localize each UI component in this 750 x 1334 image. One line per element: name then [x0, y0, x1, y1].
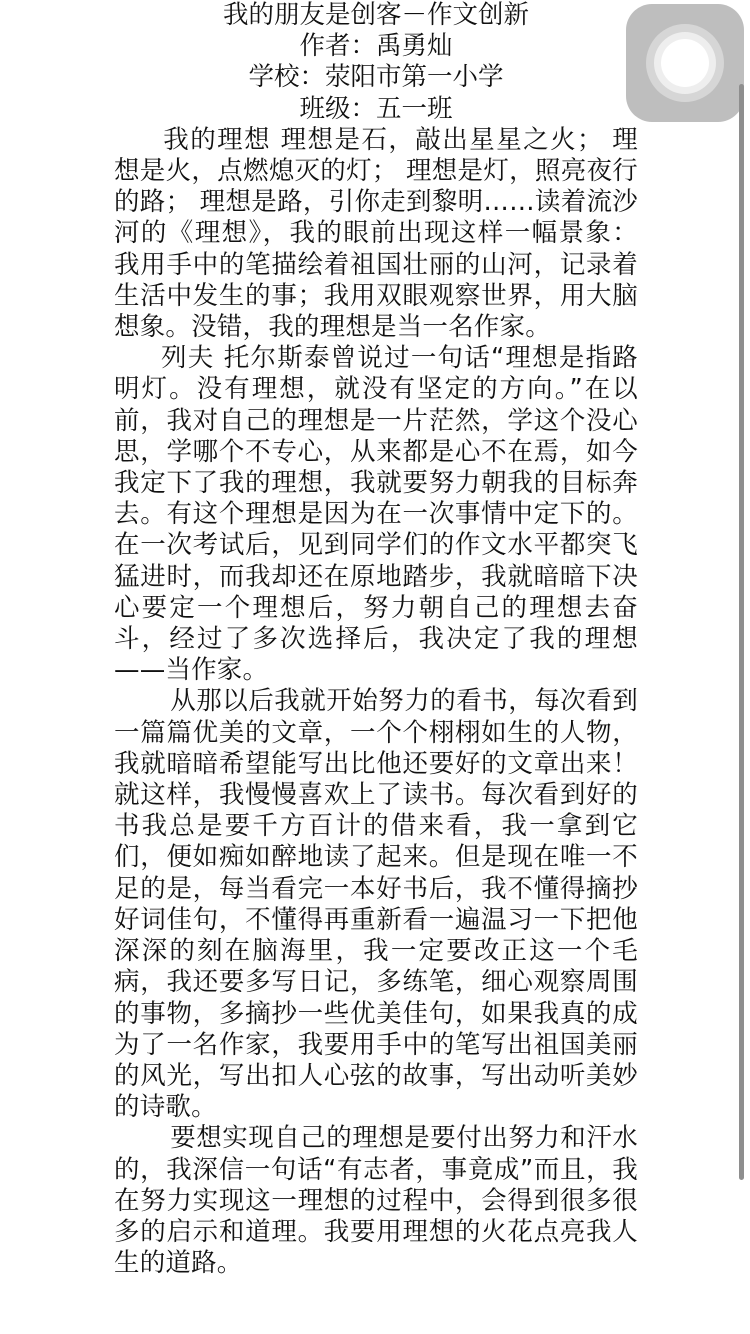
paragraph-1-text: 我的理想 理想是石，敲出星星之火； 理想是火，点燃熄灭的灯； 理想是灯，照亮夜行的路； 理想是路，引你走到黎明……读着流沙河的《理想》，我的眼前出现这样一幅景象：我用手中的笔描绘着祖国壮丽的山河，记录着生活中发生的事；我用双眼观察世界，用大脑想象。没错，我的理想是当一名作家。 [114, 124, 638, 343]
document-title: 我的朋友是创客－作文创新 [222, 0, 529, 30]
paragraph-2 [114, 343, 638, 686]
paragraph-4-text: 要想实现自己的理想是要付出努力和汗水的，我深信一句话“有志者，事竟成”而且，我在努力实现这一理想的过程中，会得到很多很多的启示和道理。我要用理想的火花点亮我人生的道路。 [114, 1123, 638, 1279]
class-line: 班级：五一班 [299, 93, 453, 124]
paragraph-4 [114, 1123, 638, 1279]
assistive-touch-inner-circle [661, 39, 709, 87]
school-line: 学校：荥阳市第一小学 [248, 62, 504, 93]
paragraph-2-text: 列夫 托尔斯泰曾说过一句话“理想是指路明灯。没有理想，就没有坚定的方向。”在以前，我对自己的理想是一片茫然，学这个没心思，学哪个不专心，从来都是心不在焉，如今我定下了我的理想，我就要努力朝我的目标奔去。有这个理想是因为在一次事情中定下的。 在一次考试后，见到同学们的作文水平都突飞猛进时，而我却还在原地踏步，我就暗暗下决心要定一个理想后，努力朝自己的理想去奋斗，经过了多次选择后，我决定了我的理想——当作家。 [114, 343, 638, 686]
paragraph-3 [114, 686, 638, 1123]
paragraph-3-text: 从那以后我就开始努力的看书，每次看到一篇篇优美的文章，一个个栩栩如生的人物，我就暗暗希望能写出比他还要好的文章出来！就这样，我慢慢喜欢上了读书。每次看到好的书我总是要千方百计的借来看，我一拿到它们，便如痴如醉地读了起来。但是现在唯一不足的是，每当看完一本好书后，我不懂得摘抄好词佳句，不懂得再重新看一遍温习一下把他深深的刻在脑海里，我一定要改正这一个毛病，我还要多写日记，多练笔，细心观察周围的事物，多摘抄一些优美佳句，如果我真的成为了一名作家，我要用手中的笔写出祖国美丽的风光，写出扣人心弦的故事，写出动听美妙的诗歌。 [114, 686, 638, 1123]
document-body [114, 0, 638, 1279]
author-line: 作者：禹勇灿 [299, 31, 453, 62]
vertical-scroll-indicator[interactable] [739, 84, 744, 1180]
paragraph-1 [114, 125, 638, 343]
assistive-touch-icon[interactable] [626, 4, 744, 122]
